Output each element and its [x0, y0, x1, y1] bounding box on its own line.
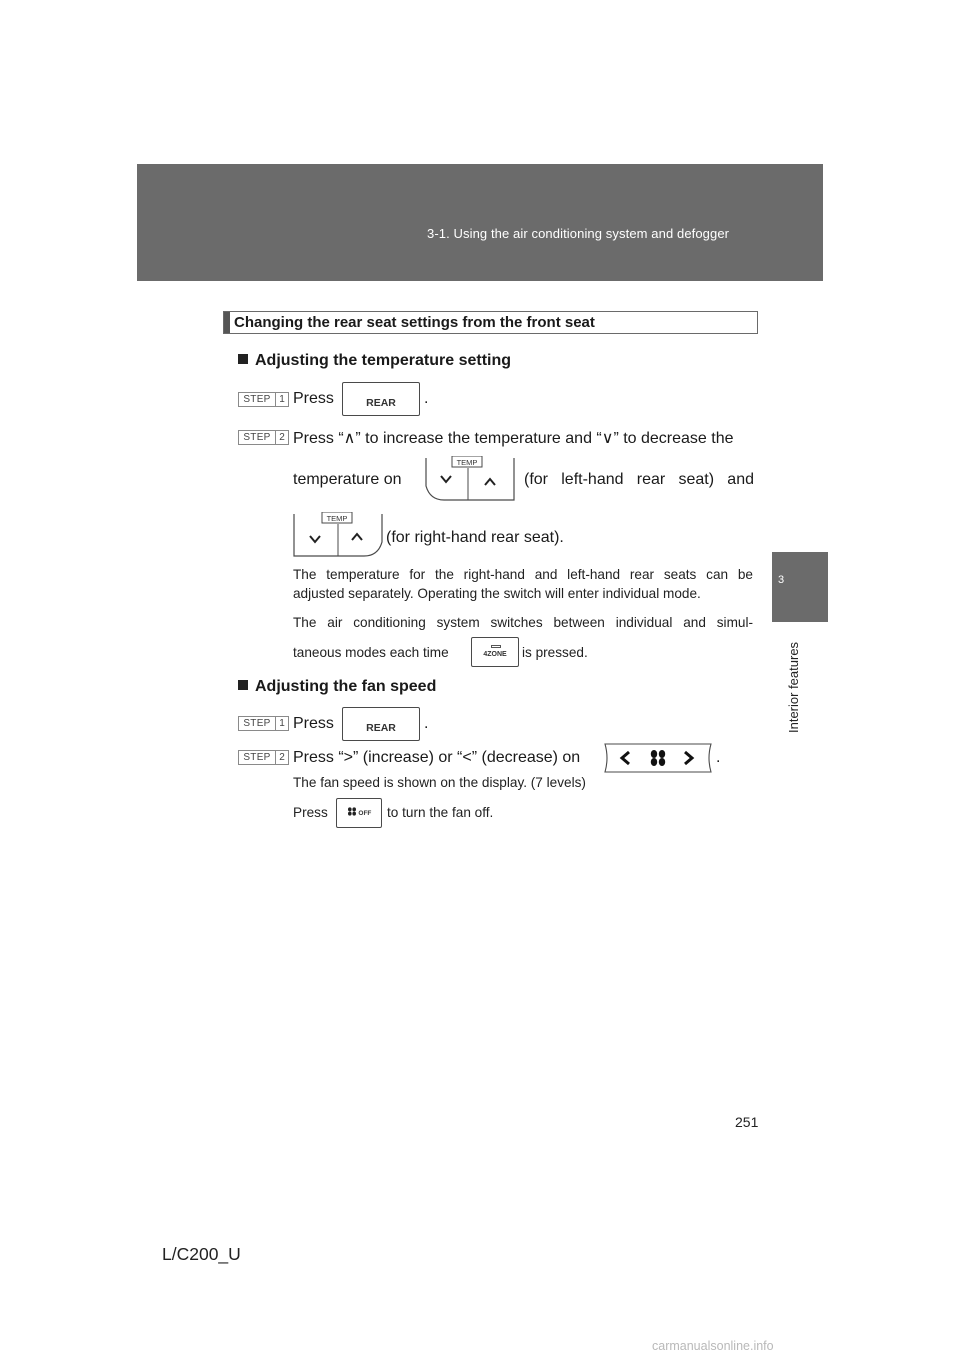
section-title-bar [224, 312, 230, 333]
temp-step2-line3: (for right-hand rear seat). [386, 529, 564, 546]
fan-note2-post: to turn the fan off. [387, 805, 494, 820]
temp-step1-badge: STEP 1 [238, 392, 289, 407]
fan-off-button: OFF [336, 798, 382, 828]
chapter-tab [772, 552, 828, 622]
chapter-label: Interior features [786, 641, 801, 733]
temp-note1-line1: The temperature for the right-hand and left-hand rear seats can be [293, 567, 753, 582]
header-band [137, 164, 823, 281]
4zone-button: 4ZONE [471, 637, 519, 667]
fan-speed-switch [603, 742, 713, 774]
temperature-heading: Adjusting the temperature setting [238, 352, 511, 370]
fan-step2-text: Press “>” (increase) or “<” (decrease) on [293, 749, 581, 766]
chapter-number: 3 [778, 574, 785, 586]
temp-step2-line2-post: (for left-hand rear seat) and [524, 471, 754, 488]
temp-step2-badge: STEP 2 [238, 430, 289, 445]
section-title-box [223, 311, 758, 334]
right-rear-temp-switch [292, 512, 388, 558]
fan-step1-text: Press [293, 715, 334, 732]
square-bullet-icon [238, 354, 248, 364]
indicator-light-icon [491, 645, 501, 648]
temp-note2-line2-post: is pressed. [522, 645, 588, 660]
temp-note2-line2-pre: taneous modes each time [293, 645, 449, 660]
fan-icon [347, 807, 357, 816]
fan-note1: The fan speed is shown on the display. (7 levels) [293, 775, 586, 790]
temp-note2-line1: The air conditioning system switches between individual and simul- [293, 615, 753, 630]
fan-step1-badge: STEP 1 [238, 716, 289, 731]
rear-button: REAR [342, 382, 420, 416]
section-title: Changing the rear seat settings from the front seat [234, 314, 595, 331]
fan-speed-heading: Adjusting the fan speed [238, 678, 436, 696]
square-bullet-icon [238, 680, 248, 690]
temp-label: TEMP [456, 458, 478, 467]
temp-step1-period: . [424, 390, 429, 407]
temp-step2-line1: Press “∧” to increase the temperature and “∨” to decrease the [293, 430, 734, 447]
fan-step2-badge: STEP 2 [238, 750, 289, 765]
page-number: 251 [735, 1114, 759, 1130]
header-title: 3-1. Using the air conditioning system and defogger [427, 226, 730, 241]
watermark: carmanualsonline.info [652, 1339, 774, 1353]
temp-step1-text: Press [293, 390, 334, 407]
document-code: L/C200_U [162, 1244, 241, 1264]
rear-button: REAR [342, 707, 420, 741]
temp-note1-line2: adjusted separately. Operating the switch will enter individual mode. [293, 586, 701, 601]
left-rear-temp-switch [420, 456, 516, 502]
fan-step2-period: . [716, 749, 721, 766]
temp-label: TEMP [326, 514, 348, 523]
fan-step1-period: . [424, 715, 429, 732]
temp-step2-line2-pre: temperature on [293, 471, 402, 488]
fan-note2-pre: Press [293, 805, 328, 820]
